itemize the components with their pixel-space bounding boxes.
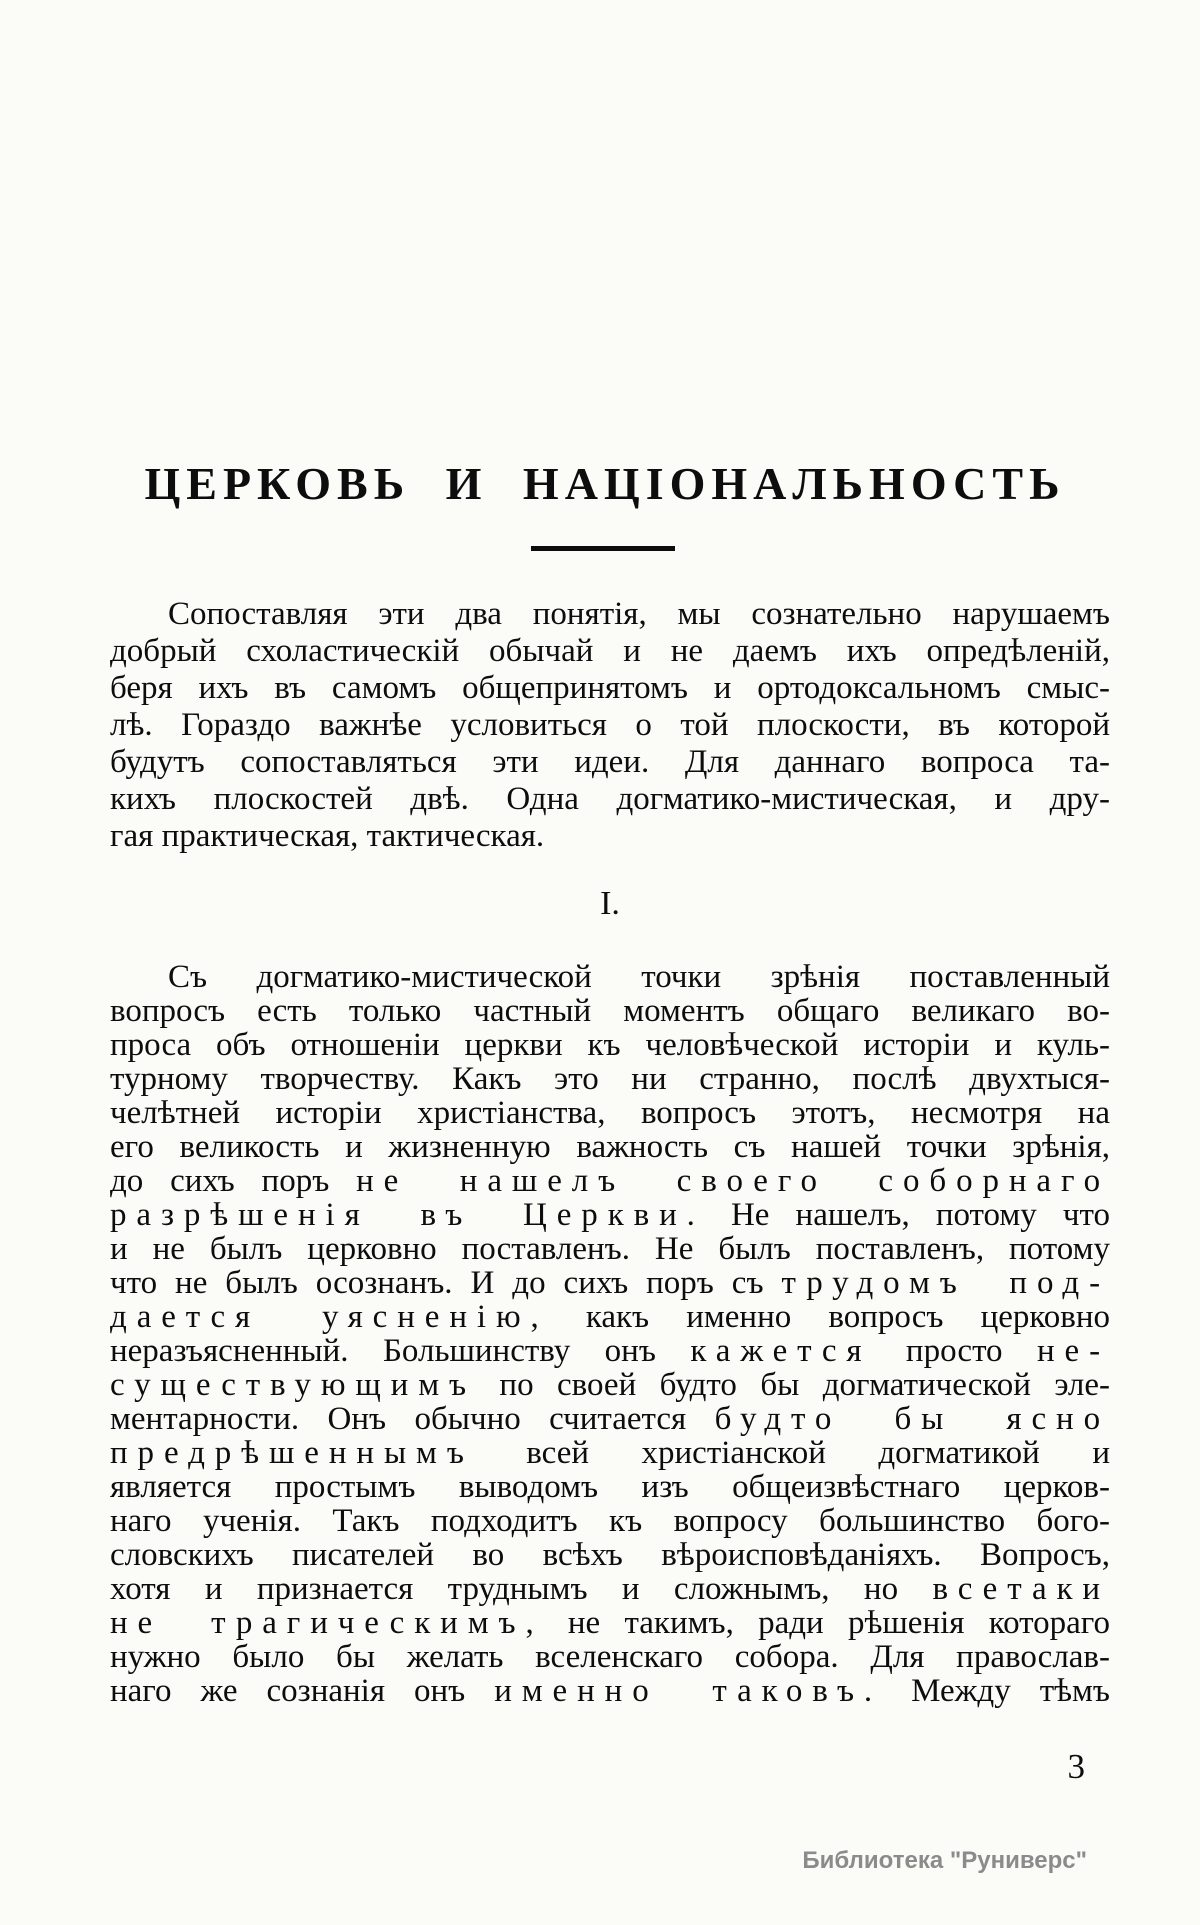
section-number: I.	[600, 885, 620, 922]
body-text: добрый схоластическій обычай и не даемъ ихъ опредѣленій,	[110, 633, 1110, 669]
text-line	[110, 596, 1110, 633]
page-number: 3	[1067, 1747, 1085, 1786]
text-line	[110, 1674, 1110, 1708]
title-divider-rule	[531, 546, 675, 551]
text-line	[110, 1198, 1110, 1232]
body-text: турному творчеству. Какъ это ни странно, послѣ двухтыся-	[110, 1061, 1110, 1097]
emphasized-spaced-text: трудомъ под-	[781, 1265, 1111, 1301]
body-text: беря ихъ въ самомъ общепринятомъ и ортодоксальномъ смыс-	[110, 670, 1110, 706]
text-line	[110, 1538, 1110, 1572]
emphasized-spaced-text: не-	[1036, 1333, 1110, 1369]
body-text: нужно было бы желать вселенскаго собора. Для православ-	[110, 1639, 1110, 1675]
paragraph-section-1	[110, 960, 1110, 1708]
text-line	[110, 744, 1110, 781]
body-text: до сихъ поръ	[110, 1163, 357, 1199]
text-line	[110, 670, 1110, 707]
text-line	[110, 1300, 1110, 1334]
body-text: Съ догматико-мистической точки зрѣнія поставленный	[168, 959, 1110, 995]
text-line	[110, 1096, 1110, 1130]
body-text: какъ именно вопросъ церковно	[548, 1299, 1110, 1335]
body-text: вопросъ есть только частный моментъ общаго великаго во-	[110, 993, 1110, 1029]
emphasized-spaced-text: не трагическимъ,	[110, 1605, 544, 1641]
body-text: челѣтней исторіи христіанства, вопросъ этотъ, несмотря на	[110, 1095, 1110, 1131]
body-text: и не былъ церковно поставленъ. Не былъ поставленъ, потому	[110, 1231, 1110, 1267]
text-line	[110, 994, 1110, 1028]
body-text: ментарности. Онъ обычно считается	[110, 1401, 715, 1437]
body-text: что не былъ осознанъ. И до сихъ поръ съ	[110, 1265, 782, 1301]
text-line	[110, 1572, 1110, 1606]
body-text: будутъ сопоставляться эти идеи. Для даннаго вопроса та-	[110, 744, 1110, 780]
text-line	[110, 818, 1110, 855]
text-line	[110, 1436, 1110, 1470]
body-text: наго ученія. Такъ подходитъ къ вопросу большинство бого-	[110, 1503, 1110, 1539]
text-line	[110, 1402, 1110, 1436]
body-text: словскихъ писателей во всѣхъ вѣроисповѣданіяхъ. Вопросъ,	[110, 1537, 1110, 1573]
text-line	[110, 707, 1110, 744]
emphasized-spaced-text: существующимъ	[110, 1367, 476, 1403]
body-text: гая практическая, тактическая.	[110, 818, 545, 854]
text-line	[110, 1232, 1110, 1266]
paragraph-intro	[110, 596, 1110, 855]
body-text: хотя и признается труднымъ и сложнымъ, но	[110, 1571, 933, 1607]
body-text: наго же сознанія онъ	[110, 1673, 495, 1709]
body-text: не такимъ, ради рѣшенія котораго	[543, 1605, 1110, 1641]
text-line	[110, 1504, 1110, 1538]
emphasized-spaced-text: предрѣшеннымъ	[110, 1435, 474, 1471]
body-text: неразъясненный. Большинству онъ	[110, 1333, 691, 1369]
text-line	[110, 1130, 1110, 1164]
emphasized-spaced-text: кажется	[690, 1333, 872, 1369]
emphasized-spaced-text: всетаки	[932, 1571, 1110, 1607]
text-line	[110, 1640, 1110, 1674]
text-line	[110, 1266, 1110, 1300]
library-watermark: Библиотека "Руниверс"	[802, 1847, 1087, 1874]
body-text: его великость и жизненную важность съ нашей точки зрѣнія,	[110, 1129, 1110, 1165]
text-line	[110, 960, 1110, 994]
text-line	[110, 1368, 1110, 1402]
emphasized-spaced-text: именно таковъ.	[494, 1673, 883, 1709]
text-line	[110, 781, 1110, 818]
emphasized-spaced-text: разрѣшенія въ Церкви.	[110, 1197, 705, 1233]
body-text: лѣ. Гораздо важнѣе условиться о той плоскости, въ которой	[110, 707, 1110, 743]
body-text: проса объ отношеніи церкви къ человѣческой исторіи и куль-	[110, 1027, 1110, 1063]
text-line	[110, 1334, 1110, 1368]
page-title: ЦЕРКОВЬ И НАЦІОНАЛЬНОСТЬ	[144, 458, 1066, 509]
emphasized-spaced-text: не нашелъ своего соборнаго	[356, 1163, 1110, 1199]
text-line	[110, 1470, 1110, 1504]
body-text: Не нашелъ, потому что	[704, 1197, 1110, 1233]
body-text: по своей будто бы догматической эле-	[475, 1367, 1110, 1403]
body-text: является простымъ выводомъ изъ общеизвѣстнаго церков-	[110, 1469, 1110, 1505]
body-text: Между тѣмъ	[882, 1673, 1110, 1709]
body-text: кихъ плоскостей двѣ. Одна догматико-мистическая, и дру-	[110, 781, 1110, 817]
text-line	[110, 633, 1110, 670]
text-line	[110, 1062, 1110, 1096]
text-line	[110, 1028, 1110, 1062]
text-line	[110, 1164, 1110, 1198]
body-text: просто	[871, 1333, 1037, 1369]
emphasized-spaced-text: дается уясненію,	[110, 1299, 549, 1335]
body-text: всей христіанской догматикой и	[473, 1435, 1110, 1471]
text-line	[110, 1606, 1110, 1640]
body-text: Сопоставляя эти два понятія, мы сознательно нарушаемъ	[168, 596, 1110, 632]
emphasized-spaced-text: будто бы ясно	[714, 1401, 1110, 1437]
